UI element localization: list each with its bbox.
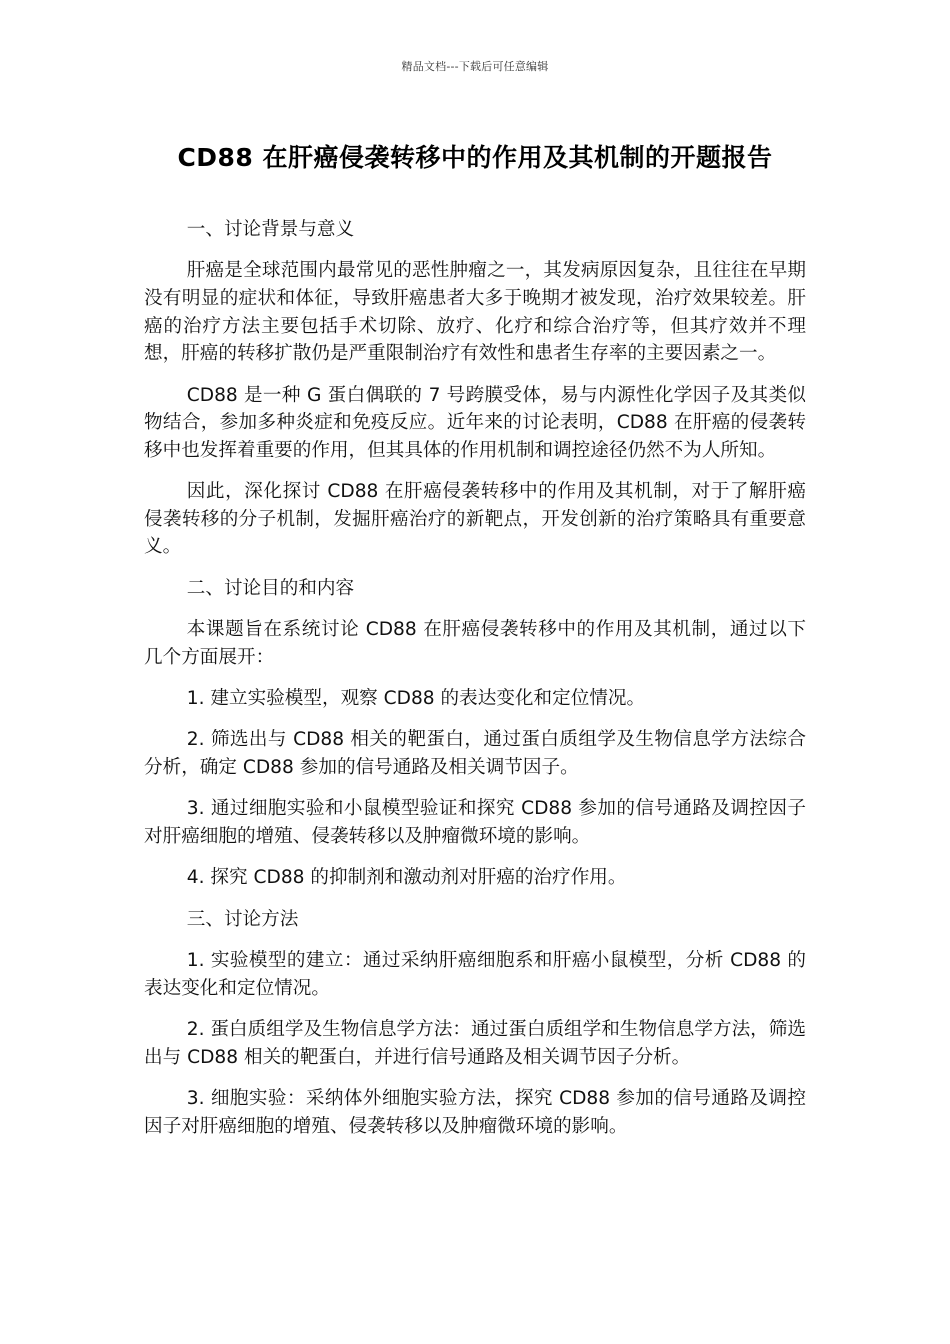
document-title: CD88 在肝癌侵袭转移中的作用及其机制的开题报告 (177, 143, 773, 172)
paragraph-background-2: CD88 是一种 G 蛋白偶联的 7 号跨膜受体，易与内源性化学因子及其类似物结合，参加多种炎症和免疫反应。近年来的讨论表明，CD88 在肝癌的侵袭转移中也发挥着重要的作用，但其具体的作用机制和调控途径仍然不为人所知。 (144, 384, 806, 461)
paragraph-background-3: 因此，深化探讨 CD88 在肝癌侵袭转移中的作用及其机制，对于了解肝癌侵袭转移的分子机制，发掘肝癌治疗的新靶点，开发创新的治疗策略具有重要意义。 (144, 481, 806, 558)
section-heading-methods: 三、讨论方法 (186, 908, 299, 930)
list-item-objective-4: 4. 探究 CD88 的抑制剂和激动剂对肝癌的治疗作用。 (186, 867, 627, 889)
list-item-method-2: 2. 蛋白质组学及生物信息学方法：通过蛋白质组学和生物信息学方法，筛选出与 CD88 相关的靶蛋白，并进行信号通路及相关调节因子分析。 (144, 1019, 806, 1068)
list-item-objective-2: 2. 筛选出与 CD88 相关的靶蛋白，通过蛋白质组学及生物信息学方法综合分析，确定 CD88 参加的信号通路及相关调节因子。 (144, 729, 806, 779)
list-item-method-1: 1. 实验模型的建立：通过采纳肝癌细胞系和肝癌小鼠模型，分析 CD88 的表达变化和定位情况。 (144, 950, 806, 999)
document-body (144, 216, 806, 1154)
list-item-objective-1: 1. 建立实验模型，观察 CD88 的表达变化和定位情况。 (186, 688, 646, 710)
paragraph-background-1: 肝癌是全球范围内最常见的恶性肿瘤之一，其发病原因复杂，且往往在早期没有明显的症状和体征，导致肝癌患者大多于晚期才被发现，治疗效果较差。肝癌的治疗方法主要包括手术切除、放疗、化疗和综合治疗等，但其疗效并不理想，肝癌的转移扩散仍是严重限制治疗有效性和患者生存率的主要因素之一。 (144, 260, 806, 365)
list-item-objective-3: 3. 通过细胞实验和小鼠模型验证和探究 CD88 参加的信号通路及调控因子对肝癌细胞的增殖、侵袭转移以及肿瘤微环境的影响。 (144, 798, 806, 848)
paragraph-objectives-intro: 本课题旨在系统讨论 CD88 在肝癌侵袭转移中的作用及其机制，通过以下几个方面展开： (144, 619, 806, 668)
header-note: 精品文档---下载后可任意编辑 (401, 60, 549, 73)
list-item-method-3: 3. 细胞实验：采纳体外细胞实验方法，探究 CD88 参加的信号通路及调控因子对肝癌细胞的增殖、侵袭转移以及肿瘤微环境的影响。 (144, 1088, 806, 1137)
section-heading-objectives: 二、讨论目的和内容 (186, 577, 355, 599)
section-heading-background: 一、讨论背景与意义 (186, 219, 355, 240)
